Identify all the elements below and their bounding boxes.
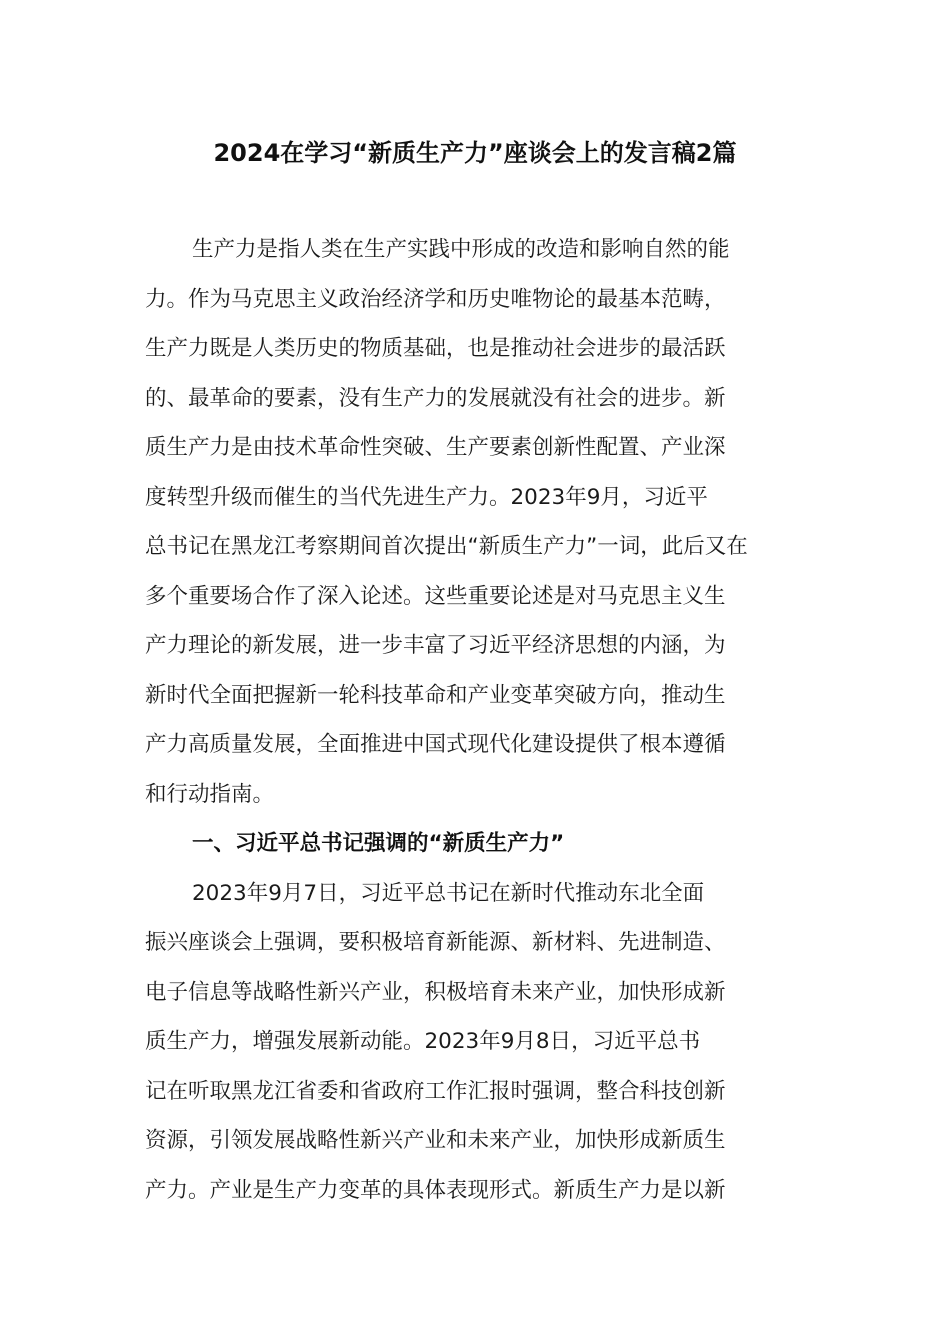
text-line: 电子信息等战略性新兴产业，积极培育未来产业，加快形成新 <box>145 979 726 1005</box>
paragraph-section-1 <box>145 869 805 1216</box>
text-line: 生产力既是人类历史的物质基础，也是推动社会进步的最活跃 <box>145 336 726 361</box>
section-heading-text: 一、习近平总书记强调的“新质生产力” <box>192 831 565 856</box>
text-line: 的、最革命的要素，没有生产力的发展就没有社会的进步。新 <box>145 385 726 411</box>
text-line: 和行动指南。 <box>145 781 275 807</box>
text-line: 力。作为马克思主义政治经济学和历史唯物论的最基本范畴， <box>145 286 726 312</box>
paragraph-intro <box>145 225 805 819</box>
text-line: 2023年9月7日，习近平总书记在新时代推动东北全面 <box>192 880 705 906</box>
document-body <box>145 225 805 1215</box>
text-line: 生产力是指人类在生产实践中形成的改造和影响自然的能 <box>192 237 730 262</box>
document-title: 2024在学习“新质生产力”座谈会上的发言稿2篇 <box>213 139 737 167</box>
section-heading-1 <box>145 819 805 869</box>
text-line: 多个重要场合作了深入论述。这些重要论述是对马克思主义生 <box>145 583 726 609</box>
text-line: 振兴座谈会上强调，要积极培育新能源、新材料、先进制造、 <box>145 930 726 955</box>
text-line: 质生产力，增强发展新动能。2023年9月8日，习近平总书 <box>145 1029 701 1054</box>
text-line: 总书记在黑龙江考察期间首次提出“新质生产力”一词，此后又在 <box>145 534 748 559</box>
text-line: 新时代全面把握新一轮科技革命和产业变革突破方向，推动生 <box>145 682 726 708</box>
text-line: 产力高质量发展，全面推进中国式现代化建设提供了根本遵循 <box>145 732 726 757</box>
text-line: 资源，引领发展战略性新兴产业和未来产业，加快形成新质生 <box>145 1128 726 1153</box>
text-line: 记在听取黑龙江省委和省政府工作汇报时强调，整合科技创新 <box>145 1078 726 1104</box>
text-line: 度转型升级而催生的当代先进生产力。2023年9月，习近平 <box>145 484 708 510</box>
text-line: 质生产力是由技术革命性突破、生产要素创新性配置、产业深 <box>145 435 726 460</box>
text-line: 产力理论的新发展，进一步丰富了习近平经济思想的内涵，为 <box>145 633 726 658</box>
text-line: 产力。产业是生产力变革的具体表现形式。新质生产力是以新 <box>145 1177 726 1203</box>
